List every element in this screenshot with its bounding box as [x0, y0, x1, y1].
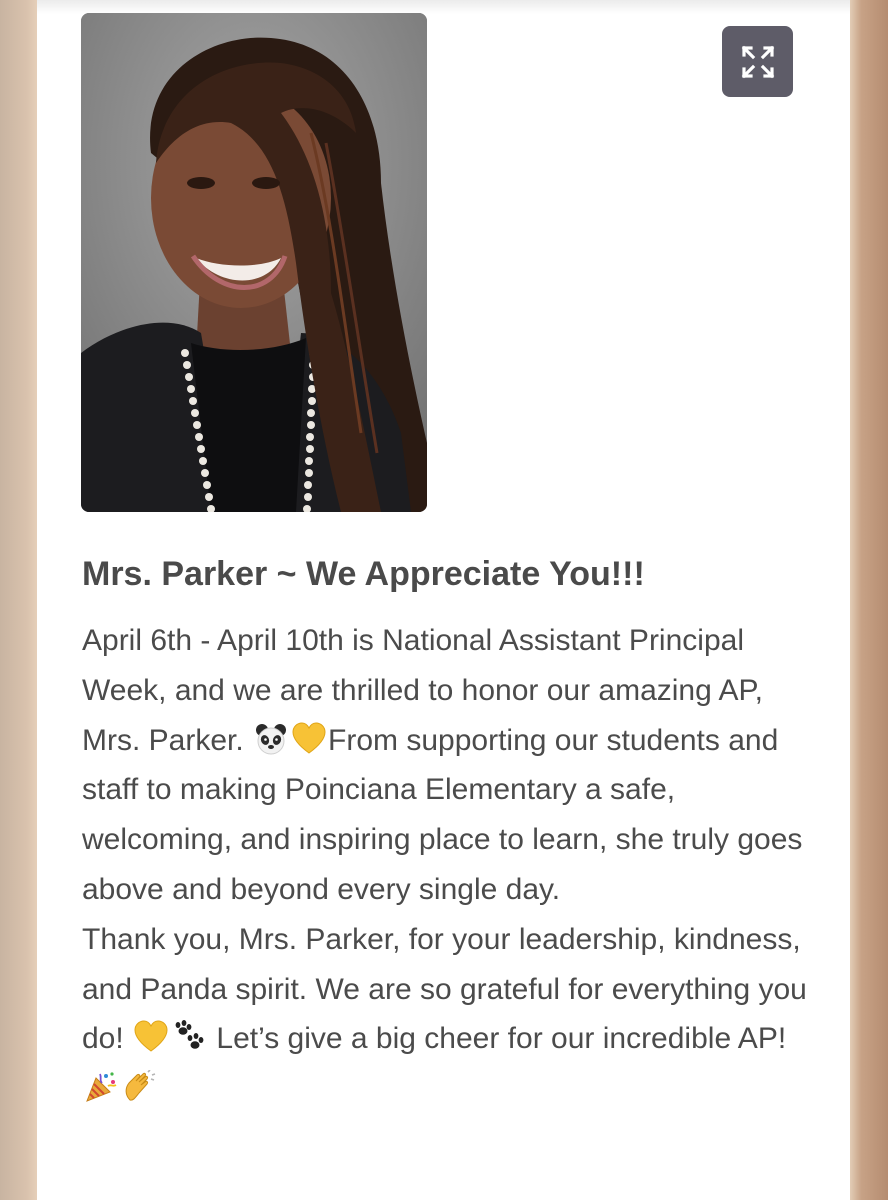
party-popper-icon — [84, 1070, 118, 1104]
post-body — [82, 616, 817, 1114]
post-title: Mrs. Parker ~ We Appreciate You!!! — [82, 555, 645, 593]
header-shadow — [37, 0, 850, 14]
clapping-hands-icon — [122, 1070, 156, 1104]
paragraph-1 — [82, 616, 817, 915]
paragraph-2-part-2: Let’s give a big cheer for our incredible AP! — [208, 1022, 787, 1056]
expand-button[interactable] — [722, 26, 793, 97]
post-image[interactable] — [81, 13, 427, 512]
yellow-heart-icon — [134, 1020, 168, 1054]
paragraph-2 — [82, 915, 817, 1114]
paragraph-2-part-1: Thank you, Mrs. Parker, for your leadership, kindness, and Panda spirit. We are so grateful for everything you do! — [82, 922, 807, 1056]
yellow-heart-icon — [292, 722, 326, 756]
panda-face-icon — [254, 722, 288, 756]
expand-icon — [738, 42, 778, 82]
paragraph-1-part-1: April 6th - April 10th is National Assistant Principal Week, and we are thrilled to honor our amazing AP, Mrs. Parker. — [82, 624, 763, 757]
paw-prints-icon — [172, 1020, 206, 1054]
portrait-illustration — [81, 13, 427, 512]
paragraph-1-part-2: From supporting our students and staff to making Poinciana Elementary a safe, welcoming, and inspiring place to learn, she truly goes above and beyond every single day. — [82, 723, 803, 906]
